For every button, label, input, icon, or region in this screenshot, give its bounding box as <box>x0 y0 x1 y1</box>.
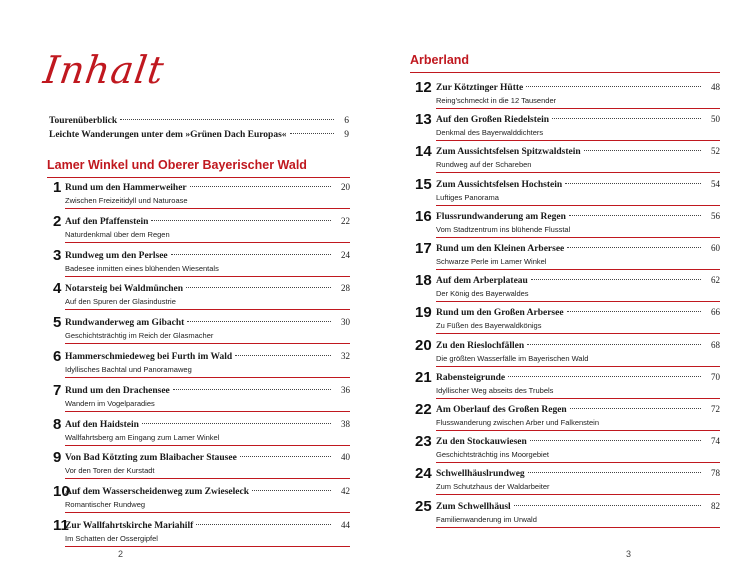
toc-entry[interactable] <box>53 517 350 550</box>
toc-entry[interactable] <box>53 179 350 212</box>
tour-number: 1 <box>53 179 62 196</box>
tour-title: Schwellhäuslrundweg <box>436 469 525 480</box>
leader-dots <box>567 247 701 248</box>
entry-rule <box>436 398 720 399</box>
tour-subtitle: Vor den Toren der Kurstadt <box>65 466 155 476</box>
entry-rule <box>436 366 720 367</box>
intro-title: Tourenüberblick <box>49 116 118 126</box>
tour-number: 25 <box>415 497 432 515</box>
leader-dots <box>120 119 334 120</box>
toc-entry[interactable] <box>53 483 350 516</box>
tour-subtitle: Geschichtsträchtig im Reich der Glasmacher <box>65 331 214 341</box>
right-page <box>375 0 750 578</box>
title-line <box>436 307 720 318</box>
page-ref: 68 <box>711 339 720 350</box>
tour-title: Zum Aussichtsfelsen Spitzwaldstein <box>436 147 581 158</box>
toc-entry[interactable] <box>53 314 350 347</box>
tour-number: 5 <box>53 314 62 332</box>
page-ref: 54 <box>711 178 720 189</box>
tour-title: Rund um den Drachensee <box>65 385 170 396</box>
title-line <box>436 404 720 415</box>
title-line <box>65 182 350 193</box>
title-line <box>65 317 350 328</box>
tour-subtitle: Wandern im Vogelparadies <box>65 398 155 408</box>
tour-subtitle: Zum Schutzhaus der Waldarbeiter <box>436 482 550 492</box>
tour-title: Hammerschmiedeweg bei Furth im Wald <box>65 352 233 362</box>
toc-entry[interactable] <box>415 336 720 370</box>
tour-number: 10 <box>53 483 70 501</box>
title-line <box>436 82 720 93</box>
leader-dots <box>528 472 701 473</box>
page-ref: 22 <box>341 215 350 226</box>
tour-subtitle: Vom Stadtzentrum ins blühende Flusstal <box>436 224 571 234</box>
toc-entry[interactable] <box>53 415 350 449</box>
page-number: 2 <box>118 549 124 559</box>
tour-number: 7 <box>53 381 62 399</box>
section-heading: Lamer Winkel und Oberer Bayerischer Wald <box>47 158 307 172</box>
leader-dots <box>290 133 334 134</box>
toc-entry[interactable] <box>415 207 720 241</box>
leader-dots <box>508 376 701 377</box>
entry-rule <box>65 546 350 547</box>
entry-rule <box>436 462 720 463</box>
tour-subtitle: Zwischen Freizeitidyll und Naturoase <box>65 196 188 205</box>
leader-dots <box>190 186 331 187</box>
page-ref: 24 <box>341 249 350 260</box>
tour-subtitle: Geschichtsträchtig ins Moorgebiet <box>436 450 549 460</box>
toc-entry[interactable] <box>53 246 350 280</box>
entry-rule <box>65 309 350 310</box>
page-ref: 60 <box>711 243 720 253</box>
section-rule <box>410 72 720 73</box>
leader-dots <box>569 215 701 216</box>
tour-title: Am Oberlauf des Großen Regen <box>436 405 567 415</box>
page-ref: 32 <box>341 351 350 361</box>
tour-number: 2 <box>53 212 62 230</box>
title-line <box>436 114 720 125</box>
title-line <box>65 452 350 463</box>
page-ref: 20 <box>341 182 350 192</box>
intro-title: Leichte Wanderungen unter dem »Grünen Dach Europas« <box>49 130 287 140</box>
title-line <box>436 243 720 254</box>
page-ref: 42 <box>341 486 350 497</box>
page-ref: 66 <box>711 307 720 318</box>
tour-number: 22 <box>415 401 432 418</box>
leader-dots <box>567 311 701 312</box>
leader-dots <box>584 150 701 151</box>
tour-subtitle: Badesee inmitten eines blühenden Wiesentals <box>65 263 219 273</box>
tour-number: 23 <box>415 433 432 451</box>
tour-subtitle: Idyllischer Weg abseits des Trubels <box>436 385 554 395</box>
page-ref: 48 <box>711 82 720 92</box>
tour-subtitle: Im Schatten der Ossergipfel <box>65 534 158 543</box>
entry-rule <box>436 494 720 495</box>
tour-title: Auf den Großen Riedelstein <box>436 115 550 126</box>
leader-dots <box>240 456 331 457</box>
leader-dots <box>526 86 701 87</box>
page-ref: 50 <box>711 114 720 125</box>
entry-rule <box>436 333 720 334</box>
tour-title: Rundwanderweg am Gibacht <box>65 318 185 329</box>
tour-number: 16 <box>415 207 432 225</box>
toc-entry[interactable] <box>415 433 720 466</box>
leader-dots <box>527 344 701 345</box>
tour-title: Auf dem Wasserscheidenweg zum Zwieseleck <box>65 487 250 498</box>
tour-number: 9 <box>53 449 62 467</box>
title-line <box>436 501 720 512</box>
leader-dots <box>235 355 331 356</box>
title-line <box>436 468 720 479</box>
toc-entry[interactable] <box>415 272 720 305</box>
tour-title: Flussrundwanderung am Regen <box>436 211 566 222</box>
tour-title: Rund um den Großen Arbersee <box>436 308 564 319</box>
title-line <box>436 211 720 222</box>
toc-entry[interactable] <box>415 497 720 531</box>
leader-dots <box>552 118 701 119</box>
page-ref: 9 <box>344 130 349 140</box>
leader-dots <box>151 220 331 221</box>
title-line <box>65 419 350 430</box>
leader-dots <box>173 389 331 390</box>
tour-title: Notarsteig bei Waldmünchen <box>65 284 184 295</box>
title-line <box>436 146 720 157</box>
tour-subtitle: Denkmal des Bayerwalddichters <box>436 128 544 138</box>
tour-subtitle: Luftiges Panorama <box>436 192 499 202</box>
tour-title: Von Bad Kötzting zum Blaibacher Stausee <box>65 453 237 464</box>
toc-entry[interactable] <box>53 348 350 381</box>
page-ref: 6 <box>344 116 349 126</box>
title-line <box>65 520 350 531</box>
entry-rule <box>65 208 350 209</box>
leader-dots <box>187 321 331 322</box>
leader-dots <box>514 505 701 506</box>
tour-subtitle: Rundweg auf der Schareben <box>436 160 532 170</box>
tour-title: Zur Kötztinger Hütte <box>436 83 524 93</box>
page-ref: 28 <box>341 283 350 294</box>
page-ref: 52 <box>711 146 720 157</box>
toc-entry[interactable] <box>415 304 720 337</box>
page-ref: 30 <box>341 317 350 328</box>
leader-dots <box>531 279 701 280</box>
tour-title: Zu den Stockauwiesen <box>436 437 527 448</box>
leader-dots <box>186 287 331 288</box>
title-line <box>65 250 350 261</box>
tour-subtitle: Naturdenkmal über dem Regen <box>65 229 170 239</box>
tour-number: 18 <box>415 272 432 290</box>
tour-subtitle: Zu Füßen des Bayerwaldkönigs <box>436 321 542 331</box>
page-number: 3 <box>626 549 632 559</box>
entry-rule <box>436 108 720 109</box>
contents-title: Inhalt <box>40 48 168 92</box>
tour-title: Auf den Haidstein <box>65 419 139 430</box>
entry-rule <box>436 140 720 141</box>
tour-subtitle: Reing'schmeckt in die 12 Tausender <box>436 96 557 105</box>
page-ref: 74 <box>711 436 720 447</box>
title-line <box>65 283 350 294</box>
tour-number: 13 <box>415 111 432 129</box>
entry-rule <box>65 445 350 446</box>
tour-title: Zum Aussichtsfelsen Hochstein <box>436 179 563 190</box>
entry-rule <box>65 343 350 344</box>
title-line <box>436 372 720 383</box>
tour-subtitle: Flusswanderung zwischen Arber und Falkenstein <box>436 418 600 427</box>
entry-rule <box>436 527 720 528</box>
tour-number: 4 <box>53 280 62 298</box>
leader-dots <box>142 423 331 424</box>
intro-entry[interactable] <box>49 116 349 126</box>
tour-subtitle: Idyllisches Bachtal und Panoramaweg <box>65 365 192 374</box>
tour-number: 3 <box>53 246 62 264</box>
section-rule <box>47 177 350 178</box>
page-ref: 38 <box>341 418 350 429</box>
page-ref: 82 <box>711 500 720 511</box>
title-line <box>65 216 350 227</box>
entry-rule <box>436 269 720 270</box>
page-ref: 62 <box>711 275 720 286</box>
section-heading: Arberland <box>410 53 470 67</box>
entry-rule <box>65 242 350 243</box>
tour-number: 15 <box>415 175 432 193</box>
page-ref: 36 <box>341 384 350 395</box>
tour-subtitle: Familienwanderung im Urwald <box>436 514 537 524</box>
toc-entry[interactable] <box>53 280 350 313</box>
entry-rule <box>65 512 350 513</box>
tour-title: Rabensteigrunde <box>436 372 506 383</box>
tour-title: Zum Schwellhäusl <box>436 501 511 512</box>
tour-title: Rund um den Kleinen Arbersee <box>436 244 565 254</box>
leader-dots <box>530 440 701 441</box>
intro-entry[interactable] <box>49 130 349 140</box>
leader-dots <box>196 524 331 525</box>
tour-title: Rund um den Hammerweiher <box>65 183 187 193</box>
toc-entry[interactable] <box>415 111 720 144</box>
tour-number: 11 <box>53 517 69 534</box>
tour-title: Zu den Rieslochfällen <box>436 340 525 351</box>
tour-title: Auf den Pfaffenstein <box>65 216 149 227</box>
toc-entry[interactable] <box>53 449 350 482</box>
tour-number: 17 <box>415 240 432 257</box>
tour-number: 24 <box>415 465 432 483</box>
toc-entry[interactable] <box>53 212 350 246</box>
toc-entry[interactable] <box>415 240 720 273</box>
entry-rule <box>436 237 720 238</box>
title-line <box>436 179 720 190</box>
toc-entry[interactable] <box>415 368 720 402</box>
toc-entry[interactable] <box>53 381 350 415</box>
tour-subtitle: Schwarze Perle im Lamer Winkel <box>436 257 547 266</box>
title-line <box>65 385 350 396</box>
page-ref: 70 <box>711 371 720 382</box>
tour-subtitle: Romantischer Rundweg <box>65 500 146 510</box>
entry-rule <box>436 430 720 431</box>
tour-subtitle: Auf den Spuren der Glasindustrie <box>65 297 176 307</box>
tour-title: Rundweg um den Perlsee <box>65 250 168 261</box>
entry-rule <box>65 478 350 479</box>
leader-dots <box>565 183 701 184</box>
tour-number: 12 <box>415 79 432 96</box>
entry-rule <box>65 411 350 412</box>
page-ref: 40 <box>341 452 350 463</box>
title-line <box>436 340 720 351</box>
tour-number: 6 <box>53 348 62 365</box>
tour-number: 20 <box>415 336 432 354</box>
entry-rule <box>436 301 720 302</box>
tour-subtitle: Wallfahrtsberg am Eingang zum Lamer Winkel <box>65 432 220 442</box>
leader-dots <box>570 408 701 409</box>
entry-rule <box>65 377 350 378</box>
entry-rule <box>65 276 350 277</box>
title-line <box>65 351 350 362</box>
toc-entry[interactable] <box>415 175 720 209</box>
tour-number: 19 <box>415 304 432 322</box>
entry-rule <box>436 205 720 206</box>
title-line <box>436 275 720 286</box>
tour-number: 14 <box>415 143 432 161</box>
page-ref: 44 <box>341 520 350 530</box>
tour-subtitle: Die größten Wasserfälle im Bayerischen Wald <box>436 353 589 363</box>
tour-title: Zur Wallfahrtskirche Mariahilf <box>65 521 194 531</box>
title-line <box>65 486 350 497</box>
tour-number: 8 <box>53 415 62 433</box>
page-ref: 56 <box>711 210 720 221</box>
tour-title: Auf dem Arberplateau <box>436 276 528 287</box>
toc-entry[interactable] <box>415 401 720 434</box>
entry-rule <box>436 172 720 173</box>
leader-dots <box>252 490 331 491</box>
leader-dots <box>171 254 331 255</box>
tour-number: 21 <box>415 368 432 386</box>
toc-entry[interactable] <box>415 143 720 176</box>
toc-entry[interactable] <box>415 79 720 112</box>
toc-entry[interactable] <box>415 465 720 498</box>
title-line <box>436 436 720 447</box>
page-ref: 72 <box>711 404 720 414</box>
tour-subtitle: Der König des Bayerwaldes <box>436 289 529 299</box>
page-ref: 78 <box>711 468 720 479</box>
